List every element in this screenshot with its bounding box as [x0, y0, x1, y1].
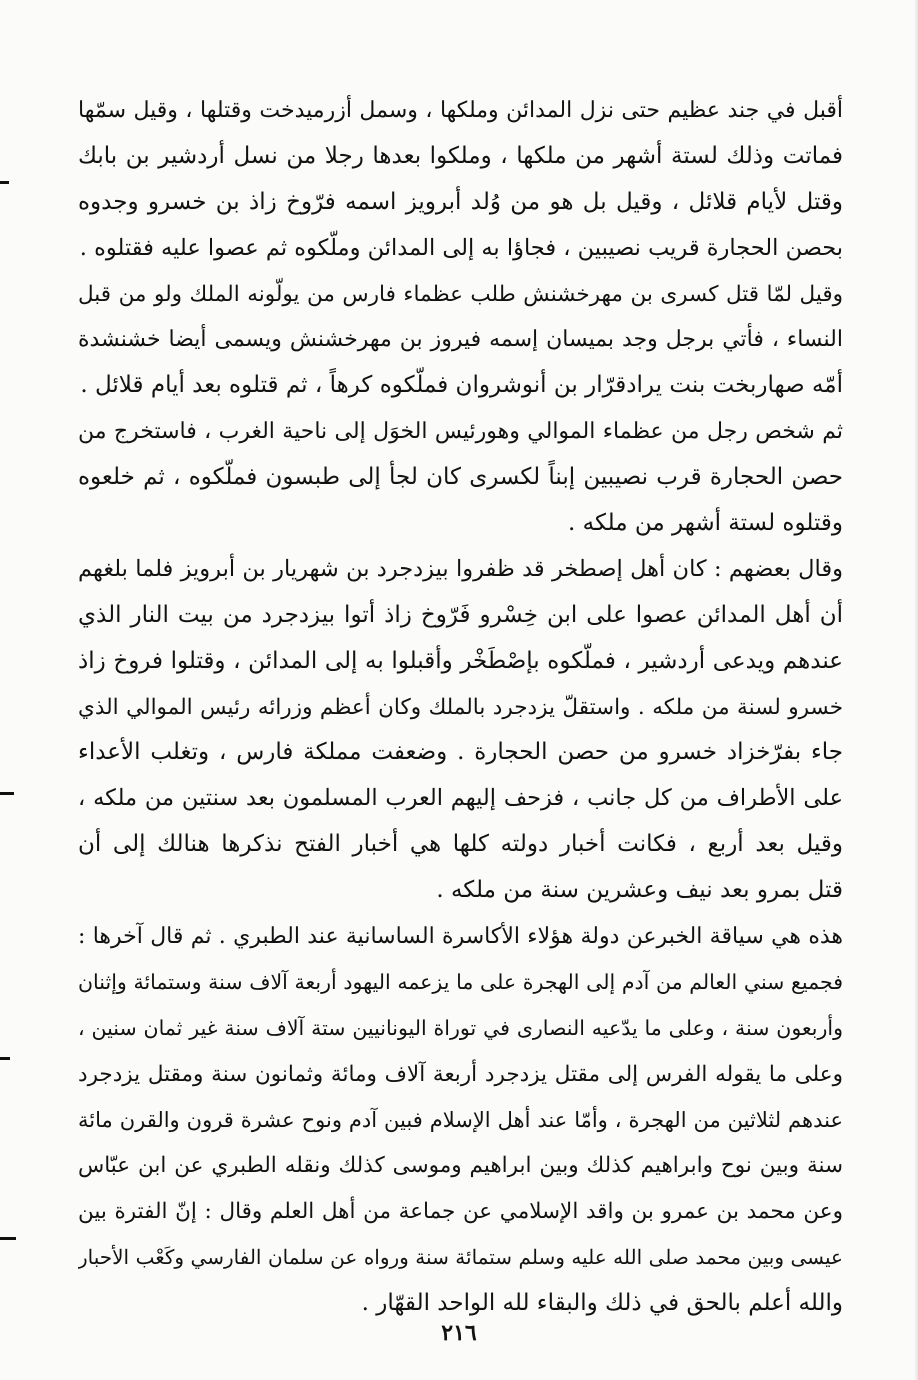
text-line: عندهم لثلاثين من الهجرة ، وأمّا عند أهل الإسلام فبين آدم ونوح عشرة قرون والقرن مائة	[78, 1107, 843, 1132]
text-line: فجميع سني العالم من آدم إلى الهجرة على ما يزعمه اليهود أربعة آلاف سنة وستمائة وإثنان	[78, 969, 843, 994]
text-line: وقتلوه لستة أشهر من ملكه .	[567, 510, 843, 537]
text-line: وقتل لأيام قلائل ، وقيل بل هو من وُلد أبرويز اسمه فرّوخ زاذ بن خسرو وجدوه	[78, 188, 843, 215]
page-edge-shadow	[914, 0, 918, 1380]
text-line: أن أهل المدائن عصوا على ابن خِسْرو فَرّوخ زاذ أتوا بيزدجرد من بيت النار الذي	[78, 601, 843, 628]
text-line: على الأطراف من كل جانب ، فزحف إليهم العرب المسلمون بعد سنتين من ملكه ،	[78, 785, 843, 812]
text-line: وقيل لمّا قتل كسرى بن مهرخشنش طلب عظماء فارس من يولّونه الملك ولو من قبل	[78, 281, 843, 307]
text-line: سنة وبين نوح وابراهيم كذلك وبين ابراهيم وموسى كذلك ونقله الطبري عن ابن عبّاس	[78, 1153, 843, 1179]
page-number: ٢١٦	[441, 1320, 477, 1346]
text-line: بحصن الحجارة قريب نصيبين ، فجاؤا به إلى المدائن وملّكوه ثم عصوا عليه فقتلوه .	[79, 234, 843, 261]
text-line: وأربعون سنة ، وعلى ما يدّعيه النصارى في توراة اليونانيين ستة آلاف سنة غير ثمان سنين ،	[78, 1015, 843, 1040]
text-line: هذه هي سياقة الخبرعن دولة هؤلاء الأكاسرة الساسانية عند الطبري . ثم قال آخرها :	[78, 924, 843, 950]
text-line: وعلى ما يقوله الفرس إلى مقتل يزدجرد أربعة آلاف ومائة وثمانون سنة ومقتل يزدجرد	[78, 1061, 843, 1087]
text-line: وقال بعضهم : كان أهل إصطخر قد ظفروا بيزدجرد بن شهريار بن أبرويز فلما بلغهم	[78, 555, 843, 582]
text-line: ثم شخص رجل من عظماء الموالي وهورئيس الخوَل إلى ناحية الغرب ، فاستخرج من	[78, 419, 843, 445]
text-line: أقبل في جند عظيم حتى نزل المدائن وملكها ، وسمل أزرميدخت وقتلها ، وقيل سمّها	[78, 98, 843, 123]
margin-mark	[0, 1237, 16, 1240]
text-line: عندهم ويدعى أردشير ، فملّكوه بإصْطَخْر وأقبلوا به إلى المدائن ، وقتلوا فروخ زاذ	[78, 647, 843, 674]
margin-mark	[0, 792, 14, 795]
text-line: فماتت وذلك لستة أشهر من ملكها ، وملكوا بعدها رجلا من نسل أردشير بن بابك	[78, 142, 843, 169]
text-line: النساء ، فأتي برجل وجد بميسان إسمه فيروز بن مهرخشنش ويسمى أيضا خشنشدة	[78, 327, 843, 353]
text-line: والله أعلم بالحق في ذلك والبقاء لله الواحد القهّار .	[361, 1290, 843, 1317]
body-text	[78, 88, 843, 1327]
text-line: خسرو لسنة من ملكه . واستقلّ يزدجرد بالملك وكان أعظم وزرائه رئيس الموالي الذي	[78, 694, 843, 720]
margin-mark	[0, 1057, 10, 1060]
margin-mark	[0, 181, 9, 184]
text-line: وقيل بعد أربع ، فكانت أخبار دولته كلها هي أخبار الفتح نذكرها هنالك إلى أن	[78, 831, 843, 858]
text-line: حصن الحجارة قرب نصيبين إبناً لكسرى كان لجأ إلى طبسون فملّكوه ، ثم خلعوه	[78, 464, 843, 491]
text-line: وعن محمد بن عمرو بن واقد الإسلامي عن جماعة من أهل العلم وقال : إنّ الفترة بين	[78, 1199, 843, 1225]
text-line: عيسى وبين محمد صلى الله عليه وسلم ستمائة سنة ورواه عن سلمان الفارسي وكَعْب الأحبار	[78, 1245, 843, 1270]
text-line: جاء بفرّخزاد خسرو من حصن الحجارة . وضعفت مملكة فارس ، وتغلب الأعداء	[78, 739, 843, 766]
text-line: أمّه صهاربخت بنت يرادقرّار بن أنوشروان فملّكوه كرهاً ، ثم قتلوه بعد أيام قلائل .	[80, 372, 843, 399]
text-line: قتل بمرو بعد نيف وعشرين سنة من ملكه .	[436, 877, 843, 904]
